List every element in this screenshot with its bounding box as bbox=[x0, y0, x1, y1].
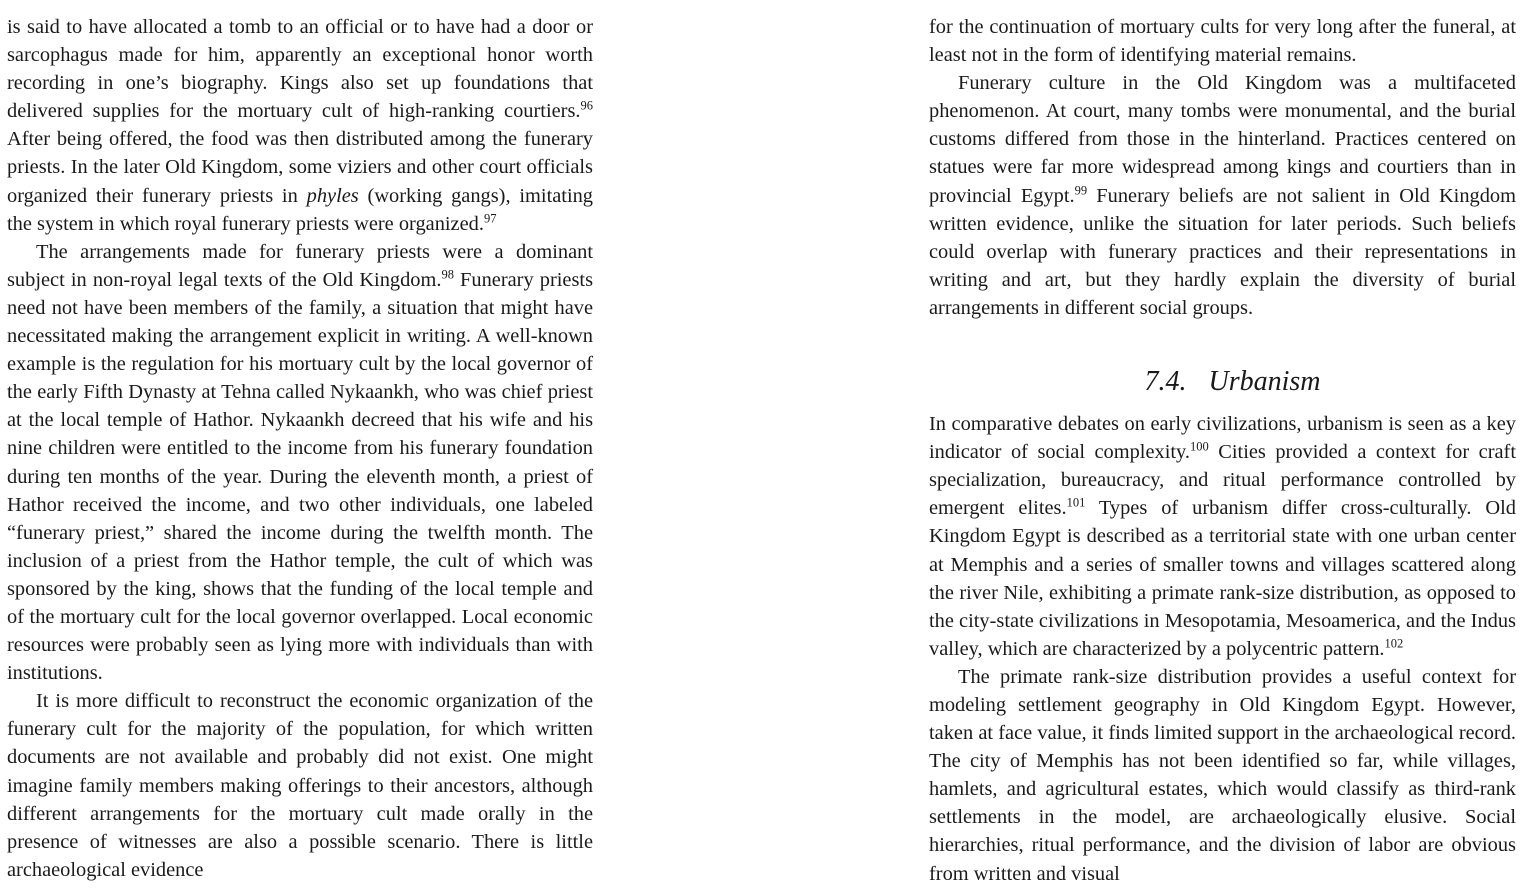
paragraph: is said to have allocated a tomb to an official or to have had a door or sarcophagus made for him, apparently an exceptional honor worth recording in one’s biography. Kings also set up foundations that delivered supplies for the mortuary cult of high-ranking courtiers.$^{96}$ After being offered, the food was then distributed among the funerary priests. In the later Old Kingdom, some viziers and other court officials organized their funerary priests in phyles (working gangs), imitating the system in which royal funerary priests were organized.$^{97}$ bbox=[7, 16, 594, 235]
paragraph: Funerary culture in the Old Kingdom was a multifaceted phenomenon. At court, many tombs were monumental, and the burial customs differed from those in the hinterland. Practices centered on statues were far more widespread among kings and courtiers than in provincial Egypt.$^{99}$ Funerary beliefs are not salient in Old Kingdom written evidence, unlike the situation for later periods. Such beliefs could overlap with funerary practices and their representations in writing and art, but they hardly explain the diversity of burial arrangements in different social groups. bbox=[929, 72, 1516, 319]
footnote-ref[interactable]: 96 bbox=[580, 98, 593, 113]
footnote-ref[interactable]: 97 bbox=[483, 210, 497, 225]
footnote-ref[interactable]: 100 bbox=[1190, 439, 1209, 454]
footnote-ref[interactable]: 98 bbox=[441, 267, 454, 282]
footnote-ref[interactable]: 102 bbox=[1384, 636, 1404, 651]
section-number: 7.4. bbox=[1144, 366, 1187, 398]
footnote-ref[interactable]: 99 bbox=[1074, 182, 1088, 197]
left-column bbox=[7, 13, 593, 884]
paragraph: It is more difficult to reconstruct the economic organization of the funerary cult for the majority of the population, for which written documents are not available and probably did not exist. One might imagine family members making offerings to their ancestors, although different arrangements for the mortuary cult made orally in the presence of witnesses are also a possible scenario. There is little archaeological evidence bbox=[7, 690, 593, 881]
section-heading bbox=[929, 364, 1516, 400]
italic-term: phyles bbox=[306, 184, 359, 207]
paragraph: The arrangements made for funerary priests were a dominant subject in non-royal legal texts of the Old Kingdom.$^{98}$ Funerary priests need not have been members of the family, a situation that might have necessitated making the arrangement explicit in writing. A well-known example is the regulation for his mortuary cult by the local governor of the early Fifth Dynasty at Tehna called Nykaankh, who was chief priest at the local temple of Hathor. Nykaankh decreed that his wife and his nine children were entitled to the income from his funerary foundation during ten months of the year. During the eleventh month, a priest of Hathor received the income, and two other individuals, one labeled “funerary priest,” shared the income during the twelfth month. The inclusion of a priest from the Hathor temple, the cult of which was sponsored by the king, shows that the funding of the local temple and of the mortuary cult for the local governor overlapped. Local economic resources were probably seen as lying more with individuals than with institutions. bbox=[7, 240, 593, 685]
paragraph: In comparative debates on early civilizations, urbanism is seen as a key indicator of social complexity.$^{100}$ Cities provided a context for craft specialization, bureaucracy, and ritual performance controlled by emergent elites.$^{101}$ Types of urbanism differ cross-culturally. Old Kingdom Egypt is described as a territorial state with one urban center at Memphis and a series of smaller towns and villages scattered along the river Nile, exhibiting a primate rank-size distribution, as opposed to the city-state civilizations in Mesopotamia, Mesoamerica, and the Indus valley, which are characterized by a polycentric pattern.$^{102}$ bbox=[929, 413, 1517, 660]
footnote-ref[interactable]: 101 bbox=[1066, 495, 1086, 510]
section-title: Urbanism bbox=[1208, 366, 1321, 398]
paragraph: The primate rank-size distribution provides a useful context for modeling settlement geography in Old Kingdom Egypt. However, taken at face value, it finds limited support in the archaeological record. The city of Memphis has not been identified so far, while villages, hamlets, and agricultural estates, which would classify as third-rank settlements in the model, are archaeologically elusive. Social hierarchies, ritual performance, and the division of labor are obvious from written and visual bbox=[929, 665, 1516, 885]
right-column bbox=[929, 13, 1516, 888]
paragraph: for the continuation of mortuary cults for very long after the funeral, at least not in the form of identifying material remains. bbox=[929, 16, 1516, 67]
